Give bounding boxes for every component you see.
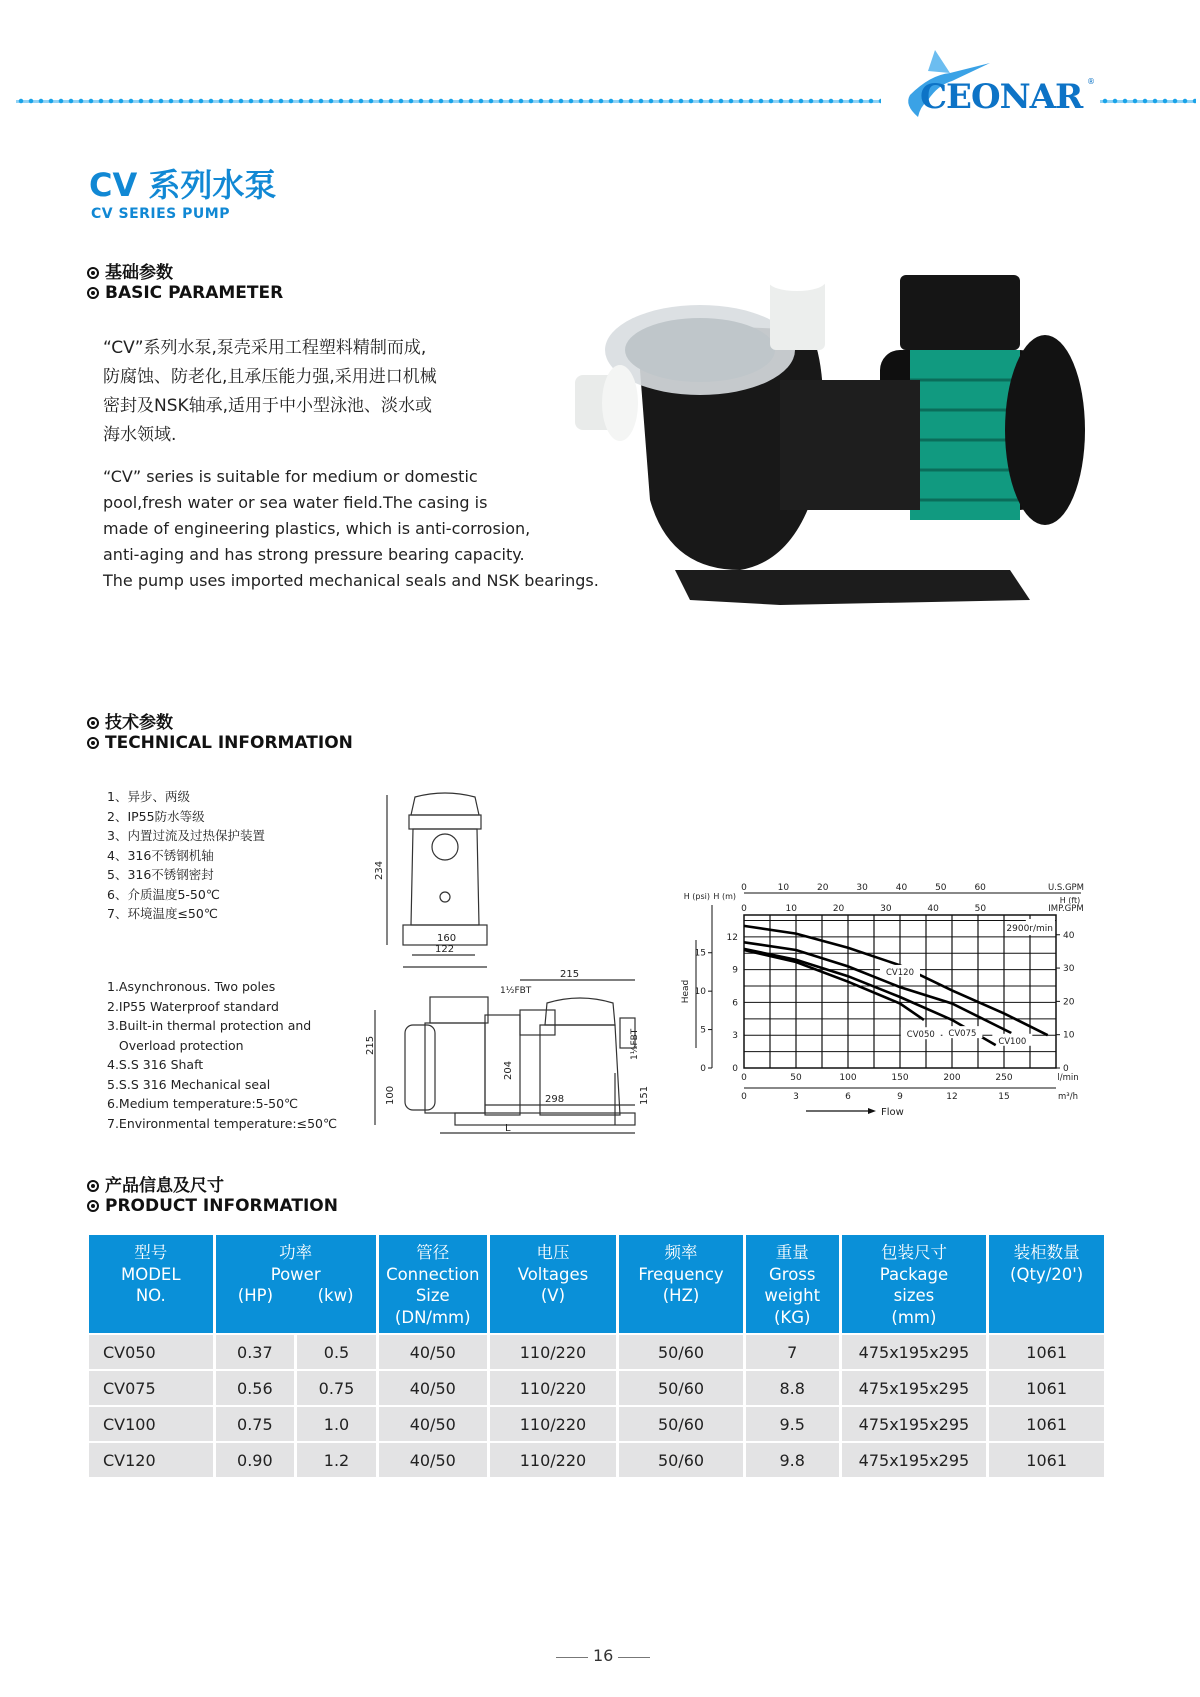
y-tick-label: 12 <box>726 932 738 943</box>
ft-tick-label: 20 <box>1063 997 1075 1008</box>
col-model: 型号 MODEL NO. <box>89 1235 213 1333</box>
us-gpm-unit-label: U.S.GPM <box>1047 883 1085 893</box>
section-heading-basic: 基础参数 BASIC PARAMETER <box>87 263 283 303</box>
header-dot-band <box>16 93 881 109</box>
y-tick-label: 9 <box>732 965 738 976</box>
psi-tick-label: 5 <box>700 1025 706 1036</box>
table-cell: 1.0 <box>297 1407 376 1441</box>
us-gpm-tick-label: 60 <box>974 883 986 893</box>
table-cell: 1.2 <box>297 1443 376 1477</box>
table-row <box>89 1407 1104 1441</box>
x2-tick-label: 6 <box>845 1092 851 1102</box>
us-gpm-tick-label: 40 <box>895 883 908 893</box>
ft-tick-label: 10 <box>1063 1030 1075 1041</box>
psi-tick-label: 0 <box>700 1064 706 1074</box>
table-cell: 475x195x295 <box>842 1371 987 1405</box>
table-cell: 1061 <box>989 1335 1104 1369</box>
table-cell: 0.75 <box>216 1407 295 1441</box>
basic-description-cn: “CV”系列水泵,泵壳采用工程塑料精制而成, 防腐蚀、防老化,且承压能力强,采用进口机械 密封及NSK轴承,适用于中小型泳池、淡水或 海水领域. <box>103 338 437 445</box>
table-cell: 0.90 <box>216 1443 295 1477</box>
table-cell: CV050 <box>89 1335 213 1369</box>
table-row <box>89 1443 1104 1477</box>
table-cell: CV120 <box>89 1443 213 1477</box>
table-cell: CV100 <box>89 1407 213 1441</box>
page-subtitle: CV SERIES PUMP <box>91 206 230 222</box>
ft-tick-label: 40 <box>1063 930 1075 941</box>
col-weight: 重量 Gross weight (KG) <box>746 1235 839 1333</box>
col-power: 功率 Power (HP) (kw) <box>216 1235 376 1333</box>
section-heading-technical: 技术参数 TECHNICAL INFORMATION <box>87 713 353 753</box>
dim-base-height: 100 <box>385 1085 396 1105</box>
dim-side-top: 215 <box>560 969 580 980</box>
dim-outlet: 1½FBT <box>630 1028 640 1060</box>
dim-total-length: L <box>505 1123 511 1134</box>
brand-logo <box>890 45 1100 120</box>
table-cell: 40/50 <box>379 1407 487 1441</box>
x-tick-label: 0 <box>741 1073 747 1083</box>
table-cell: 50/60 <box>619 1335 743 1369</box>
dim-side-height: 215 <box>365 1035 376 1055</box>
page-number-rule <box>556 1657 588 1658</box>
col-package: 包装尺寸 Package sizes (mm) <box>842 1235 987 1333</box>
header-dot-band-right <box>1100 93 1196 109</box>
table-cell: 475x195x295 <box>842 1443 987 1477</box>
registered-mark: ® <box>1087 77 1095 86</box>
table-cell: 1061 <box>989 1443 1104 1477</box>
imp-gpm-tick-label: 20 <box>832 904 845 914</box>
dim-outlet-height: 151 <box>639 1085 650 1105</box>
dim-base-length: 298 <box>545 1094 565 1105</box>
x-axis-title: Flow <box>881 1107 904 1118</box>
imp-gpm-unit-label: IMP.GPM <box>1048 904 1084 914</box>
table-cell: 7 <box>746 1335 839 1369</box>
pump-product-image <box>580 270 1110 615</box>
x2-tick-label: 15 <box>998 1092 1010 1102</box>
us-gpm-tick-label: 20 <box>817 883 829 893</box>
y-tick-label: 3 <box>732 1031 738 1042</box>
table-cell: 1061 <box>989 1407 1104 1441</box>
us-gpm-tick-label: 30 <box>856 883 868 893</box>
bullet-icon <box>87 717 99 729</box>
imp-gpm-tick-label: 50 <box>974 904 987 914</box>
ft-unit-label: H (ft) <box>1059 896 1081 905</box>
y-tick-label: 6 <box>732 998 738 1009</box>
bullet-icon <box>87 1180 99 1192</box>
psi-tick-label: 10 <box>694 987 706 998</box>
x2-tick-label: 0 <box>741 1092 747 1102</box>
table-cell: 110/220 <box>490 1371 617 1405</box>
x2-tick-label: 12 <box>946 1092 958 1102</box>
x-tick-label: 100 <box>839 1073 857 1083</box>
psi-tick-label: 15 <box>694 948 706 959</box>
spec-list-cn: 1、异步、两级 2、IP55防水等级 3、内置过流及过热保护装置 4、316不锈钢机轴 5、316不锈钢密封 6、介质温度5-50℃ 7、环境温度≤50℃ <box>107 789 265 921</box>
table-cell: 0.5 <box>297 1335 376 1369</box>
y-tick-label: 0 <box>732 1064 738 1074</box>
x-tick-label: 50 <box>790 1073 802 1083</box>
product-table <box>86 1233 1107 1479</box>
dim-inlet: 1½FBT <box>500 986 532 996</box>
table-cell: 40/50 <box>379 1335 487 1369</box>
ft-tick-label: 0 <box>1063 1064 1069 1074</box>
bullet-icon <box>87 287 99 299</box>
imp-gpm-tick-label: 40 <box>927 904 939 914</box>
brand-name: CEONAR <box>920 77 1083 117</box>
speed-label: 2900r/min <box>1006 924 1053 934</box>
x2-tick-label: 9 <box>897 1092 903 1102</box>
page-title: CV 系列水泵 <box>89 166 277 204</box>
bullet-icon <box>87 1200 99 1212</box>
page-number: 16 <box>593 1646 614 1665</box>
x2-unit-label: m³/h <box>1058 1092 1078 1102</box>
table-cell: CV075 <box>89 1371 213 1405</box>
x-unit-label: l/min <box>1057 1073 1079 1083</box>
col-frequency: 频率 Frequency (HZ) <box>619 1235 743 1333</box>
col-voltage: 电压 Voltages (V) <box>490 1235 617 1333</box>
table-cell: 0.37 <box>216 1335 295 1369</box>
imp-gpm-tick-label: 10 <box>785 904 798 914</box>
performance-chart <box>676 865 1126 1135</box>
curve-label-cv120: CV120 <box>886 967 914 978</box>
curve-label-cv050: CV050 <box>906 1030 935 1041</box>
table-cell: 50/60 <box>619 1407 743 1441</box>
table-cell: 0.75 <box>297 1371 376 1405</box>
col-connection: 管径 Connection Size (DN/mm) <box>379 1235 487 1333</box>
table-row <box>89 1371 1104 1405</box>
page-number-rule <box>618 1657 650 1658</box>
curve-label-cv075: CV075 <box>948 1029 977 1040</box>
us-gpm-tick-label: 0 <box>741 883 747 893</box>
us-gpm-tick-label: 50 <box>935 883 947 893</box>
bullet-icon <box>87 267 99 279</box>
table-cell: 8.8 <box>746 1371 839 1405</box>
basic-description-en: “CV” series is suitable for medium or domestic pool,fresh water or sea water field.The casing is made of engineering plastics, which is anti-corrosion, anti-aging and has strong pressure bearing capacity. The pump uses imported mechanical seals and NSK bearings. <box>103 467 599 590</box>
table-cell: 110/220 <box>490 1335 617 1369</box>
table-cell: 40/50 <box>379 1443 487 1477</box>
side-view-drawing <box>365 955 650 1135</box>
section-heading-product: 产品信息及尺寸 PRODUCT INFORMATION <box>87 1176 338 1216</box>
y-unit-label: H (m) <box>713 892 736 901</box>
table-cell: 9.5 <box>746 1407 839 1441</box>
table-cell: 9.8 <box>746 1443 839 1477</box>
col-qty: 装柜数量 (Qty/20') <box>989 1235 1104 1333</box>
table-cell: 110/220 <box>490 1443 617 1477</box>
table-row <box>89 1335 1104 1369</box>
x-tick-label: 200 <box>943 1073 961 1083</box>
curve-label-cv100: CV100 <box>998 1036 1027 1047</box>
bullet-icon <box>87 737 99 749</box>
table-cell: 475x195x295 <box>842 1335 987 1369</box>
table-header-row <box>89 1235 1104 1333</box>
us-gpm-tick-label: 10 <box>777 883 790 893</box>
imp-gpm-tick-label: 0 <box>741 904 747 914</box>
ft-tick-label: 30 <box>1063 964 1075 975</box>
table-cell: 50/60 <box>619 1371 743 1405</box>
spec-list-en: 1.Asynchronous. Two poles 2.IP55 Waterproof standard 3.Built-in thermal protection and Overload protection 4.S.S 316 Shaft 5.S.S 316 Mechanical seal 6.Medium temperature:5-50℃ 7.Environmental temperature:≤50℃ <box>107 979 338 1131</box>
table-cell: 50/60 <box>619 1443 743 1477</box>
dim-front-height: 234 <box>374 860 385 880</box>
imp-gpm-tick-label: 30 <box>880 904 892 914</box>
table-cell: 475x195x295 <box>842 1407 987 1441</box>
dim-front-inner: 122 <box>435 944 455 955</box>
y-axis-title: Head <box>681 979 691 1004</box>
table-cell: 1061 <box>989 1371 1104 1405</box>
table-cell: 40/50 <box>379 1371 487 1405</box>
dim-inner-height: 204 <box>503 1060 514 1080</box>
table-cell: 0.56 <box>216 1371 295 1405</box>
flow-arrowhead-icon <box>868 1108 876 1114</box>
x-tick-label: 150 <box>891 1073 909 1083</box>
x-tick-label: 250 <box>995 1073 1013 1083</box>
dim-front-width: 160 <box>437 933 457 944</box>
x2-tick-label: 3 <box>793 1092 799 1102</box>
table-cell: 110/220 <box>490 1407 617 1441</box>
psi-unit-label: H (psi) <box>683 892 710 901</box>
